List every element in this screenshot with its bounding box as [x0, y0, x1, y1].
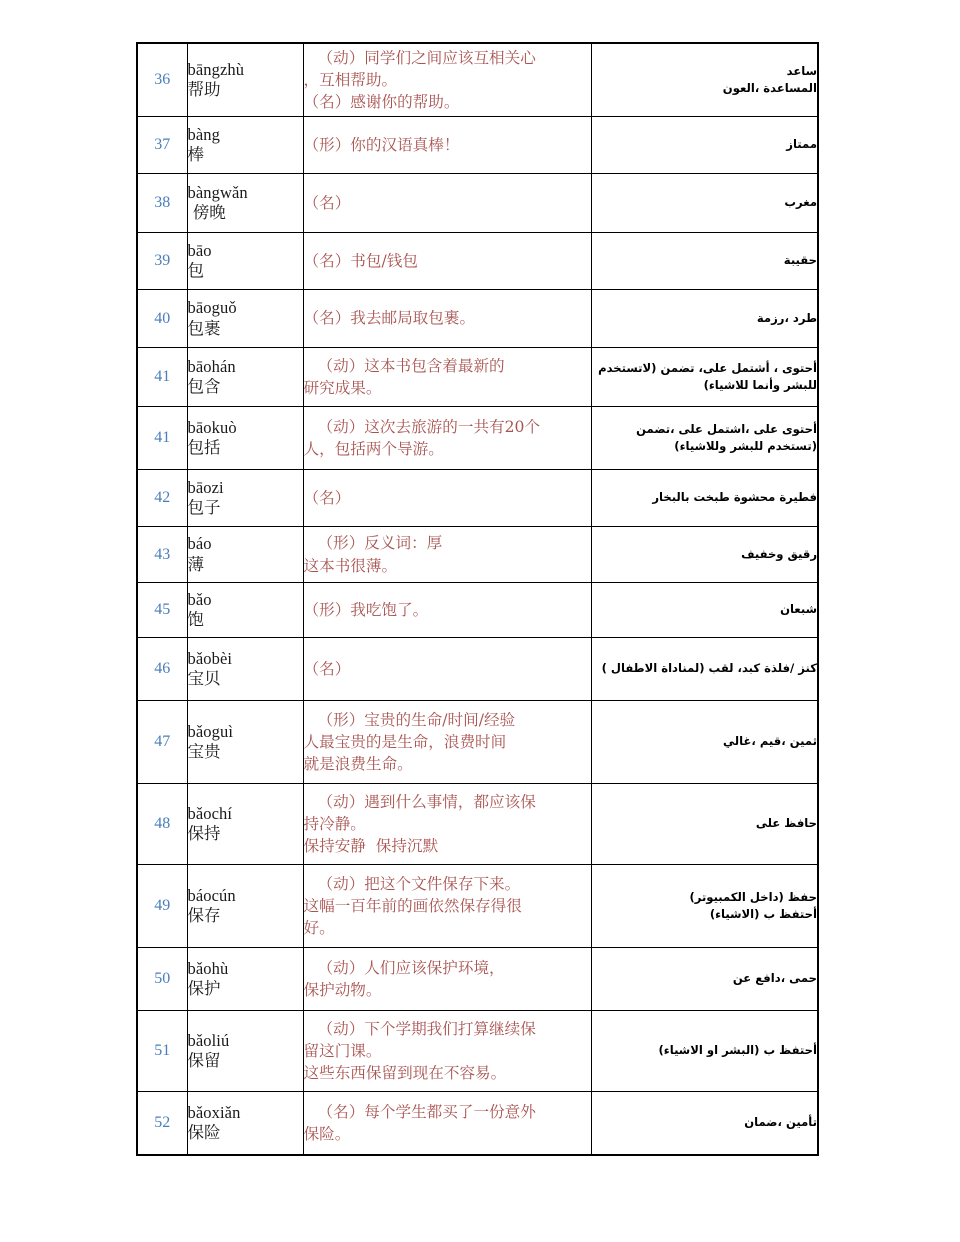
hanzi-text: 保存 [187, 906, 221, 925]
example-line: 保护动物。 [303, 981, 382, 999]
example-sentence-cell [303, 1011, 591, 1092]
example-sentence-cell [303, 527, 591, 583]
example-sentence-cell [303, 784, 591, 865]
example-line: （名）我去邮局取包裹。 [303, 309, 476, 328]
row-index-cell: 39 [137, 233, 187, 290]
table-row [137, 407, 818, 470]
pinyin-text: bāozi [187, 477, 224, 497]
arabic-translation-cell [591, 1092, 818, 1156]
hanzi-text: 包含 [187, 377, 221, 396]
row-index-cell: 40 [137, 290, 187, 348]
example-line: （动）把这个文件保存下来。 [317, 874, 521, 893]
vocabulary-word-cell [187, 290, 303, 348]
example-line: 好。 [303, 919, 335, 938]
table-row [137, 117, 818, 174]
arabic-line: (تستخدم للبشر وللاشياء) [674, 439, 817, 453]
row-index-cell: 38 [137, 174, 187, 233]
hanzi-text: 保护 [187, 979, 221, 998]
pinyin-text: bāoguǒ [187, 298, 237, 318]
arabic-line: طرد ،رزمة [756, 310, 817, 325]
example-line: 保险。 [303, 1125, 351, 1143]
vocabulary-word-cell [187, 638, 303, 701]
hanzi-text: 包子 [187, 498, 221, 517]
example-line: （名）感谢你的帮助。 [303, 93, 460, 112]
arabic-translation-cell [591, 174, 818, 233]
example-line: （名） [303, 488, 351, 507]
vocabulary-word-cell [187, 948, 303, 1011]
example-line: （动）这次去旅游的一共有20个 [317, 417, 541, 436]
table-row [137, 348, 818, 407]
pinyin-text: bǎo [187, 589, 212, 609]
example-line: 保持安静 保持沉默 [303, 837, 439, 856]
vocabulary-word-cell [187, 43, 303, 117]
vocabulary-word-cell [187, 174, 303, 233]
pinyin-text: báocún [187, 885, 236, 905]
vocabulary-word-cell [187, 701, 303, 784]
example-line: （形）我吃饱了。 [303, 600, 429, 619]
arabic-line: رقيق وخفيف [741, 546, 817, 561]
vocabulary-word-cell [187, 1092, 303, 1156]
example-line: 留这门课。 [303, 1041, 382, 1060]
vocabulary-word-cell [187, 407, 303, 470]
arabic-line: ساعد [786, 63, 817, 78]
vocabulary-word-cell [187, 527, 303, 583]
pinyin-text: bàngwǎn [187, 182, 248, 202]
row-index-cell: 43 [137, 527, 187, 583]
row-index-cell: 48 [137, 784, 187, 865]
row-index-cell: 52 [137, 1092, 187, 1156]
arabic-translation-cell [591, 784, 818, 865]
example-line: 这幅一百年前的画依然保存得很 [303, 896, 522, 915]
pinyin-text: bǎohù [187, 958, 229, 978]
example-line: （名）每个学生都买了一份意外 [317, 1102, 536, 1121]
row-index-cell: 41 [137, 407, 187, 470]
arabic-line: حفظ (داخل الكمبيوتر) [689, 889, 817, 904]
arabic-line: حافظ على [755, 816, 817, 831]
table-row [137, 43, 818, 117]
example-line: 人最宝贵的是生命，浪费时间 [303, 732, 507, 751]
table-row [137, 290, 818, 348]
pinyin-text: bàng [187, 124, 220, 144]
arabic-translation-cell [591, 583, 818, 638]
hanzi-text: 包 [187, 261, 204, 280]
hanzi-text: 保险 [187, 1123, 221, 1142]
hanzi-text: 包括 [187, 438, 221, 457]
row-index-cell: 46 [137, 638, 187, 701]
example-sentence-cell [303, 948, 591, 1011]
row-index-cell: 36 [137, 43, 187, 117]
arabic-translation-cell [591, 527, 818, 583]
example-line: 这本书很薄。 [303, 556, 398, 575]
arabic-translation-cell [591, 233, 818, 290]
example-line: （名）书包/钱包 [303, 251, 418, 270]
row-index-cell: 47 [137, 701, 187, 784]
arabic-line: أحتفظ ب (البشر او الاشياء) [658, 1043, 817, 1058]
pinyin-text: bǎochí [187, 803, 233, 823]
example-sentence-cell [303, 348, 591, 407]
hanzi-text: 宝贵 [187, 742, 221, 761]
table-row [137, 174, 818, 233]
row-index-cell: 37 [137, 117, 187, 174]
pinyin-text: bāngzhù [187, 59, 245, 79]
pinyin-text: bǎoxiǎn [187, 1102, 241, 1122]
arabic-line: تأمين ،ضمان [744, 1115, 817, 1130]
vocabulary-word-cell [187, 348, 303, 407]
hanzi-text: 薄 [187, 554, 204, 574]
table-row [137, 865, 818, 948]
example-line: （动）人们应该保护环境， [317, 958, 505, 977]
pinyin-text: bāokuò [187, 417, 237, 437]
row-index-cell: 50 [137, 948, 187, 1011]
row-index-cell: 49 [137, 865, 187, 948]
hanzi-text: 帮助 [187, 80, 221, 99]
table-row [137, 1092, 818, 1156]
arabic-line: ممتاز [786, 137, 817, 152]
example-sentence-cell [303, 701, 591, 784]
example-line: 这些东西保留到现在不容易。 [303, 1064, 507, 1083]
arabic-translation-cell [591, 701, 818, 784]
example-line: 就是浪费生命。 [303, 755, 413, 774]
hanzi-text: 包裹 [187, 318, 221, 338]
hanzi-text: 宝贝 [187, 669, 221, 688]
arabic-translation-cell [591, 117, 818, 174]
example-sentence-cell [303, 865, 591, 948]
example-sentence-cell [303, 117, 591, 174]
vocabulary-word-cell [187, 865, 303, 948]
vocabulary-word-cell [187, 470, 303, 527]
row-index-cell: 41 [137, 348, 187, 407]
arabic-translation-cell [591, 290, 818, 348]
pinyin-text: bǎoguì [187, 721, 234, 741]
arabic-line: شبعان [780, 602, 817, 617]
example-line: （动）同学们之间应该互相关心 [317, 48, 536, 67]
arabic-line: ثمين ،قيم ،غالي [723, 734, 817, 749]
arabic-line: كنز /فلذة كبد، لقب (لمناداة الاطفال ) [601, 661, 817, 676]
example-line: （名） [303, 193, 351, 212]
example-sentence-cell [303, 638, 591, 701]
example-sentence-cell [303, 290, 591, 348]
arabic-translation-cell [591, 638, 818, 701]
example-sentence-cell [303, 233, 591, 290]
example-line: （形）你的汉语真棒！ [303, 135, 460, 154]
example-line: 研究成果。 [303, 379, 382, 397]
example-sentence-cell [303, 583, 591, 638]
table-row [137, 583, 818, 638]
arabic-line: فطيرة محشوة طبخت بالبخار [652, 490, 817, 505]
table-row [137, 233, 818, 290]
table-row [137, 784, 818, 865]
arabic-translation-cell [591, 348, 818, 407]
example-sentence-cell [303, 174, 591, 233]
example-line: （动）下个学期我们打算继续保 [317, 1019, 536, 1038]
table-row [137, 948, 818, 1011]
pinyin-text: bāohán [187, 356, 236, 376]
arabic-line: أحتوى ، أشتمل على، تضمن (لاتستخدم [598, 360, 817, 375]
example-line: （动）遇到什么事情，都应该保 [317, 792, 536, 811]
example-line: （动）这本书包含着最新的 [317, 356, 505, 375]
arabic-line: أحتوى على ،اشتمل على ،تضمن [636, 421, 817, 436]
vocabulary-word-cell [187, 784, 303, 865]
arabic-translation-cell [591, 43, 818, 117]
example-line: 持冷静。 [303, 814, 366, 833]
example-line: （形）反义词：厚 [317, 534, 443, 553]
table-row [137, 701, 818, 784]
example-sentence-cell [303, 1092, 591, 1156]
table-row [137, 638, 818, 701]
row-index-cell: 42 [137, 470, 187, 527]
arabic-translation-cell [591, 948, 818, 1011]
hanzi-text: 保持 [187, 824, 221, 843]
row-index-cell: 51 [137, 1011, 187, 1092]
arabic-line: مغرب [784, 195, 817, 210]
example-sentence-cell [303, 470, 591, 527]
arabic-translation-cell [591, 470, 818, 527]
pinyin-text: bǎobèi [187, 648, 233, 668]
arabic-line: المساعدة ،العون [722, 81, 817, 95]
arabic-line: حمى ،دافع عن [732, 971, 817, 986]
pinyin-text: báo [187, 534, 212, 554]
vocabulary-word-cell [187, 117, 303, 174]
vocabulary-word-cell [187, 1011, 303, 1092]
row-index-cell: 45 [137, 583, 187, 638]
vocabulary-word-cell [187, 583, 303, 638]
hanzi-text: 棒 [187, 145, 204, 164]
hanzi-text: 饱 [187, 610, 204, 629]
arabic-line: أحتفظ ب (الاشياء) [709, 907, 817, 921]
example-line: （名） [303, 659, 351, 678]
vocabulary-table [136, 42, 819, 1156]
example-sentence-cell [303, 43, 591, 117]
example-line: （形）宝贵的生命/时间/经验 [317, 710, 516, 729]
hanzi-text: 保留 [187, 1051, 221, 1070]
example-sentence-cell [303, 407, 591, 470]
table-row [137, 527, 818, 583]
pinyin-text: bǎoliú [187, 1030, 230, 1050]
arabic-translation-cell [591, 407, 818, 470]
pinyin-text: bāo [187, 240, 212, 260]
arabic-translation-cell [591, 1011, 818, 1092]
table-row [137, 1011, 818, 1092]
vocabulary-word-cell [187, 233, 303, 290]
example-line: 人，包括两个导游。 [303, 440, 444, 458]
table-body [137, 43, 818, 1155]
arabic-translation-cell [591, 865, 818, 948]
arabic-line: حقيبة [783, 253, 817, 268]
hanzi-text: 傍晚 [187, 203, 226, 222]
example-line: ，互相帮助。 [303, 70, 398, 89]
table-row [137, 470, 818, 527]
arabic-line: للبشر وأنما للاشياء) [703, 378, 817, 392]
